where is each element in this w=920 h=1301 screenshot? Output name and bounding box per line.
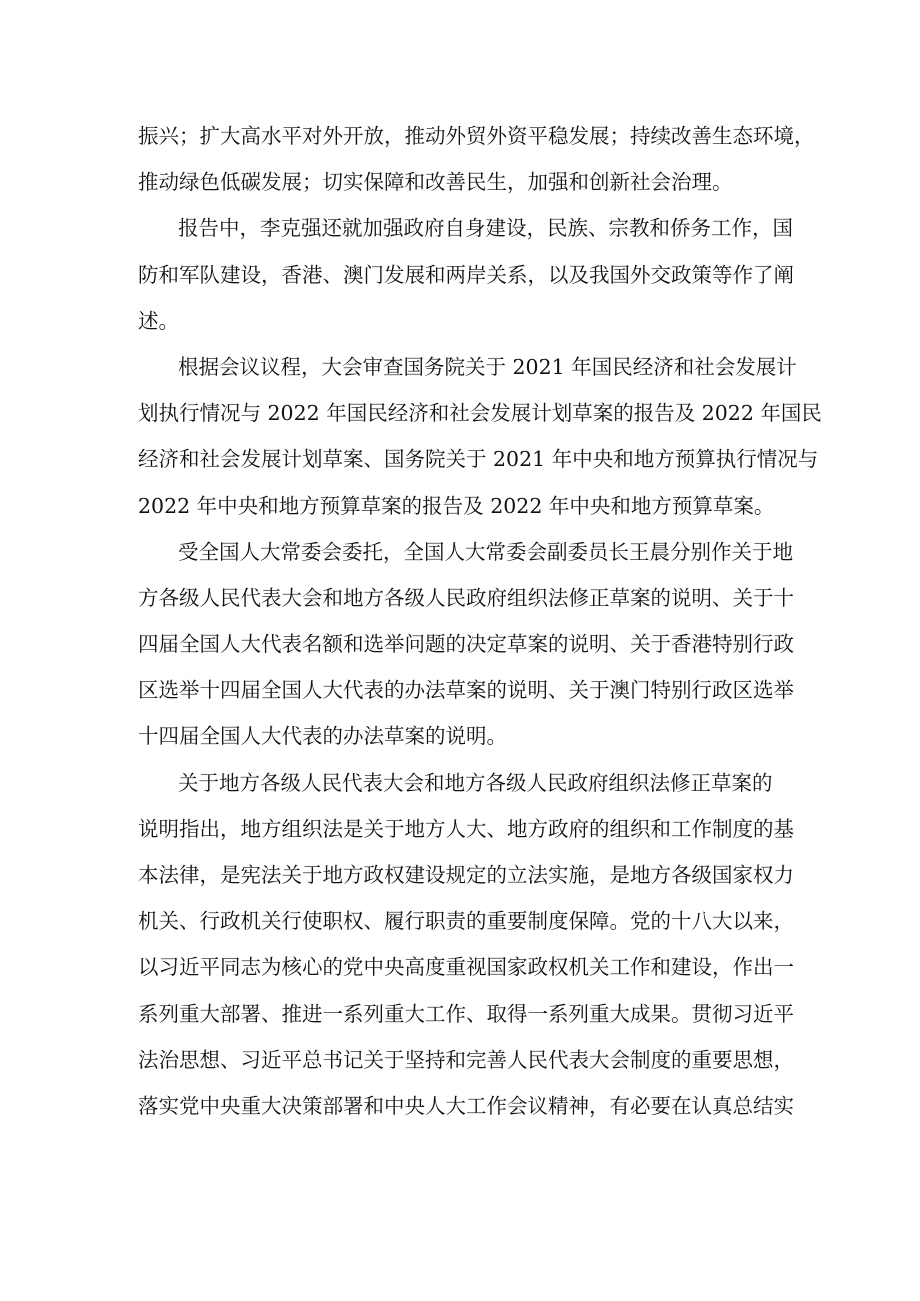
- text-line: 十四届全国人大代表的办法草案的说明。: [138, 724, 507, 749]
- paragraph-4: [138, 529, 794, 760]
- document-body: [138, 113, 822, 1129]
- text-line: 本法律，是宪法关于地方政权建设规定的立法实施，是地方各级国家权力: [138, 863, 794, 887]
- text-line: 法治思想、习近平总书记关于坚持和完善人民代表大会制度的重要思想，: [138, 1047, 794, 1072]
- text-line: 说明指出，地方组织法是关于地方人大、地方政府的组织和工作制度的基: [138, 816, 794, 841]
- text-line: 系列重大部署、推进一系列重大工作、取得一系列重大成果。贯彻习近平: [138, 1001, 794, 1026]
- text-line: 以习近平同志为核心的党中央高度重视国家政权机关工作和建设，作出一: [138, 955, 794, 980]
- text-line: 振兴；扩大高水平对外开放，推动外贸外资平稳发展；持续改善生态环境，: [138, 124, 815, 148]
- paragraph-1: [138, 113, 815, 205]
- paragraph-2: [138, 205, 794, 344]
- text-line: 四届全国人大代表名额和选举问题的决定草案的说明、关于香港特别行政: [138, 632, 794, 657]
- text-line: 落实党中央重大决策部署和中央人大工作会议精神，有必要在认真总结实: [138, 1093, 794, 1118]
- text-line: 区选举十四届全国人大代表的办法草案的说明、关于澳门特别行政区选举: [138, 678, 794, 703]
- paragraph-5: [138, 760, 794, 1130]
- text-line: 述。: [138, 308, 179, 333]
- text-line: 机关、行政机关行使职权、履行职责的重要制度保障。党的十八大以来，: [138, 909, 794, 934]
- text-line: 根据会议议程，大会审查国务院关于 2021 年国民经济和社会发展计: [178, 354, 797, 379]
- text-line: 方各级人民代表大会和地方各级人民政府组织法修正草案的说明、关于十: [138, 585, 794, 610]
- text-line: 关于地方各级人民代表大会和地方各级人民政府组织法修正草案的: [178, 770, 773, 795]
- text-line: 受全国人大常委会委托，全国人大常委会副委员长王晨分别作关于地: [178, 539, 793, 564]
- text-line: 防和军队建设，香港、澳门发展和两岸关系，以及我国外交政策等作了阐: [138, 262, 794, 287]
- text-line: 经济和社会发展计划草案、国务院关于 2021 年中央和地方预算执行情况与: [138, 447, 819, 472]
- text-line: 2022 年中央和地方预算草案的报告及 2022 年中央和地方预算草案。: [138, 493, 775, 518]
- text-line: 报告中，李克强还就加强政府自身建设，民族、宗教和侨务工作，国: [178, 216, 793, 241]
- text-line: 划执行情况与 2022 年国民经济和社会发展计划草案的报告及 2022 年国民: [138, 401, 822, 426]
- text-line: 推动绿色低碳发展；切实保障和改善民生，加强和创新社会治理。: [138, 170, 733, 195]
- paragraph-3: [138, 344, 822, 529]
